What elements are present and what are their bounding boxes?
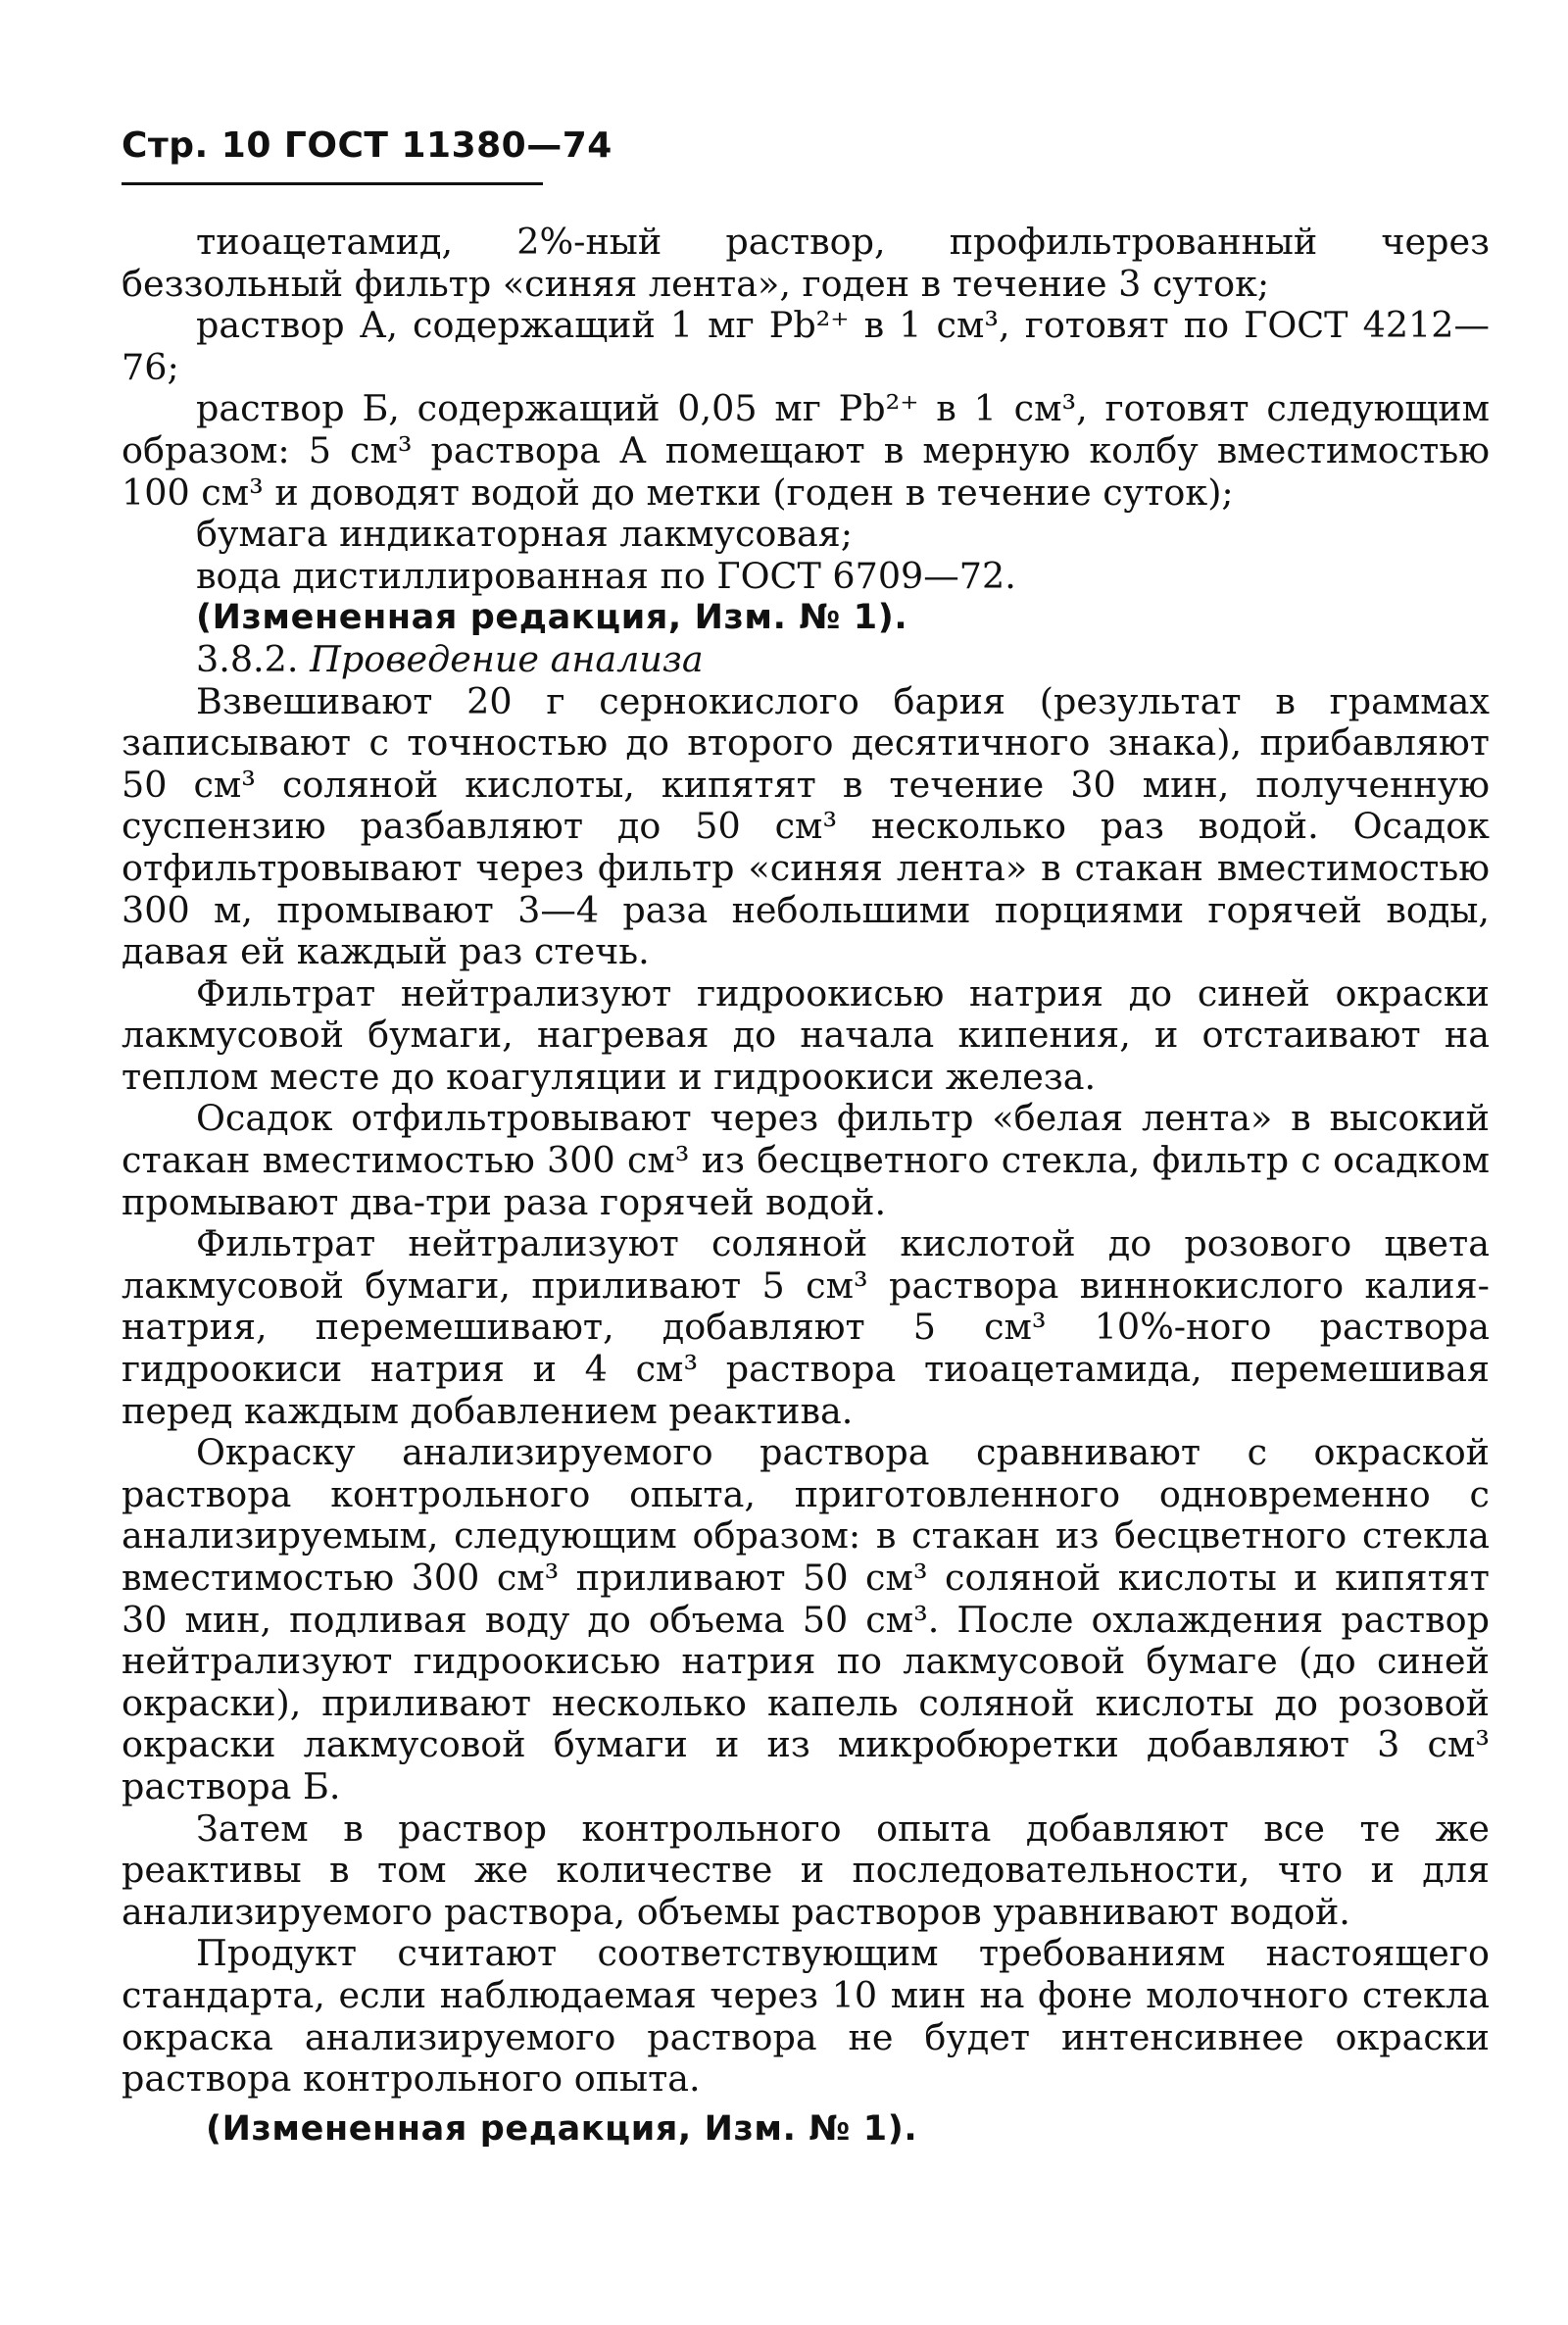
document-body <box>122 222 1490 2150</box>
section-title: Проведение анализа <box>310 637 704 680</box>
page-header <box>122 125 612 166</box>
reagent-item: вода дистиллированная по ГОСТ 6709—72. <box>196 554 1016 597</box>
procedure-paragraph: Взвешивают 20 г сернокислого бария (результат в граммах записывают с точностью до второго десятичного знака), прибавляют 50 см³ соляной кислоты, кипятят в течение 30 мин, полученную суспензию разбавляют до 50 см³ несколько раз водой. Осадок отфильтровывают через фильтр «синяя лента» в стакан вместимостью 300 м, промывают 3—4 раза небольшими порциями горячей воды, давая ей каждый раз стечь. <box>122 679 1490 973</box>
reagent-item: раствор А, содержащий 1 мг Pb²⁺ в 1 см³, готовят по ГОСТ 4212—76; <box>122 304 1490 388</box>
page-label: Стр. 10 <box>122 125 271 166</box>
section-heading <box>122 639 1490 681</box>
reagent-item: бумага индикаторная лакмусовая; <box>196 513 854 556</box>
section-number: 3.8.2. <box>196 637 299 680</box>
reagent-item: раствор Б, содержащий 0,05 мг Pb²⁺ в 1 см³, готовят следующим образом: 5 см³ раствора А помещают в мерную колбу вместимостью 100 см³ и доводят водой до метки (годен в течение суток); <box>122 387 1490 514</box>
amendment-note: (Измененная редакция, Изм. № 1). <box>206 2108 918 2149</box>
procedure-paragraph: Фильтрат нейтрализуют гидроокисью натрия до синей окраски лакмусовой бумаги, нагревая до начала кипения, и отстаивают на теплом месте до коагуляции и гидроокиси железа. <box>122 971 1490 1098</box>
procedure-paragraph: Осадок отфильтровывают через фильтр «белая лента» в высокий стакан вместимостью 300 см³ из бесцветного стекла, фильтр с осадком промывают два-три раза горячей водой. <box>122 1097 1490 1223</box>
procedure-paragraph: Затем в раствор контрольного опыта добавляют все те же реактивы в том же количестве и последовательности, что и для анализируемого раствора, объемы растворов уравнивают водой. <box>122 1806 1490 1933</box>
procedure-paragraph: Окраску анализируемого раствора сравнивают с окраской раствора контрольного опыта, приготовленного одновременно с анализируемым, следующим образом: в стакан из бесцветного стекла вместимостью 300 см³ приливают 50 см³ соляной кислоты и кипятят 30 мин, подливая воду до объема 50 см³. После охлаждения раствор нейтрализуют гидроокисью натрия по лакмусовой бумаге (до синей окраски), приливают несколько капель соляной кислоты до розовой окраски лакмусовой бумаги и из микробюретки добавляют 3 см³ раствора Б. <box>122 1431 1490 1807</box>
amendment-note: (Измененная редакция, Изм. № 1). <box>196 598 908 638</box>
procedure-paragraph: Продукт считают соответствующим требованиям настоящего стандарта, если наблюдаемая через 10 мин на фоне молочного стекла окраска анализируемого раствора не будет интенсивнее окраски раствора контрольного опыта. <box>122 1932 1490 2101</box>
header-rule <box>122 182 543 185</box>
standard-number: ГОСТ 11380—74 <box>283 125 612 166</box>
reagent-item: тиоацетамид, 2%-ный раствор, профильтрованный через беззольный фильтр «синяя лента», годен в течение 3 суток; <box>122 221 1490 305</box>
procedure-paragraph: Фильтрат нейтрализуют соляной кислотой до розового цвета лакмусовой бумаги, приливают 5 см³ раствора виннокислого калия-натрия, перемешивают, добавляют 5 см³ 10%-ного раствора гидроокиси натрия и 4 см³ раствора тиоацетамида, перемешивая перед каждым добавлением реактива. <box>122 1222 1490 1432</box>
